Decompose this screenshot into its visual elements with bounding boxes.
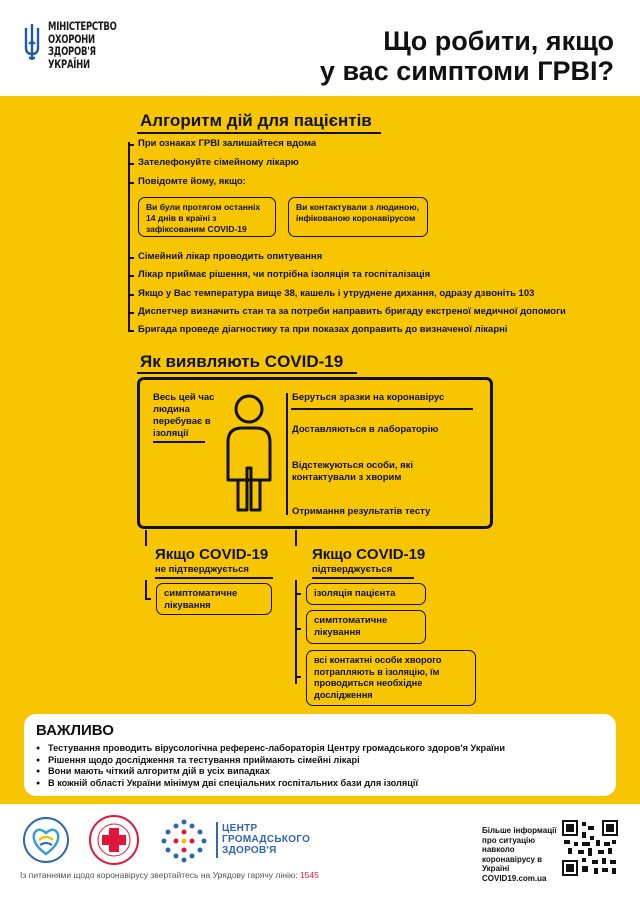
hotline-line [20, 870, 319, 880]
ministry-line: ЗДОРОВ'Я [48, 44, 96, 58]
condition-box: Ви контактували з людиною, інфікованою коронавірусом [288, 197, 428, 237]
step-item: Якщо у Вас температура вище 38, кашель і утруднене дихання, одразу дзвоніть 103 [138, 288, 535, 299]
title-line-2: у вас симптоми ГРВІ? [319, 56, 614, 86]
timeline-tick [295, 593, 301, 595]
important-item: ● В кожній області України мінімум дві спеціальних госпітальних бази для ізоляції [36, 778, 604, 790]
more-info-text: Більше інформації про ситуацію навколо коронавірусу в Україні COVID19.com.ua [482, 826, 557, 883]
detection-timeline-line [286, 393, 288, 515]
header [0, 0, 640, 96]
step-item: Сімейний лікар проводить опитування [138, 251, 323, 262]
heading-underline [137, 372, 357, 374]
detection-step: Доставляються в лабораторію [292, 424, 439, 435]
timeline-tick [128, 312, 134, 314]
ministry-line: УКРАЇНИ [48, 56, 90, 71]
hotline-number: 1545 [299, 870, 319, 880]
step-item: Бригада проведе діагностику та при показах доправить до визначеної лікарні [138, 324, 508, 335]
not-confirmed-subtitle: не підтверджується [155, 564, 249, 575]
important-item: ● Вони мають чіткий алгоритм дій в усіх випадках [36, 766, 604, 778]
important-list [36, 743, 604, 789]
ministry-line: МІНІСТЕРСТВО [48, 19, 117, 33]
page-title [320, 26, 614, 86]
timeline-tick [128, 330, 134, 332]
step-item: Лікар приймає рішення, чи потрібна ізоляція та госпіталізація [138, 269, 431, 280]
cgz-line: ЦЕНТР [222, 823, 258, 834]
timeline-tick [145, 598, 151, 600]
ministry-logo-text [48, 20, 117, 70]
timeline-tick [128, 294, 134, 296]
health-org-logo-icon [22, 816, 70, 864]
branch-line-left [145, 530, 147, 546]
confirmed-item: симптоматичне лікування [306, 610, 426, 644]
confirmed-item: всі контактні особи хворого потрапляють в ізоляцію, їм проводиться необхідне дослідження [306, 650, 476, 706]
confirmed-subtitle: підтверджується [312, 564, 393, 575]
trident-icon [24, 22, 40, 62]
important-item: ● Рішення щодо дослідження та тестування приймають сімейні лікарі [36, 755, 604, 767]
algorithm-heading: Алгоритм дій для пацієнтів [140, 111, 372, 130]
timeline-tick [295, 628, 301, 630]
detection-step: Отримання результатів тесту [292, 506, 431, 517]
isolation-note: Весь цей час людина перебуває в ізоляції [153, 392, 215, 439]
detection-heading: Як виявляють COVID-19 [140, 352, 344, 371]
person-icon [218, 392, 280, 516]
subtitle-underline [155, 577, 273, 579]
red-cross-logo-icon [88, 814, 140, 866]
title-line-1: Що робити, якщо [383, 26, 614, 56]
step-item: Диспетчер визначить стан та за потреби направить бригаду екстреної медичної допомоги [138, 306, 566, 317]
branch-timeline-right [295, 580, 297, 684]
qr-code-icon [562, 820, 618, 876]
detection-step: Беруться зразки на коронавірус [292, 392, 445, 403]
timeline-tick [128, 182, 134, 184]
public-health-center-name [222, 823, 310, 856]
subtitle-underline [312, 577, 414, 579]
detection-step: Відстежуються особи, які контактували з хворим [292, 460, 414, 483]
step-item: Повідомте йому, якщо: [138, 176, 246, 187]
branch-line-right [295, 530, 297, 546]
important-item: ● Тестування проводить вірусологічна референс-лабораторія Центру громадського здоров'я України [36, 743, 604, 755]
not-confirmed-title: Якщо COVID-19 [155, 546, 269, 563]
important-title: ВАЖЛИВО [36, 722, 114, 739]
public-health-center-logo-icon [156, 818, 212, 864]
logo-divider [216, 822, 218, 858]
timeline-tick [128, 257, 134, 259]
heading-underline [137, 132, 381, 134]
timeline-tick [128, 144, 134, 146]
timeline-tick [128, 163, 134, 165]
ministry-line: ОХОРОНИ [48, 31, 95, 46]
step-underline [291, 408, 473, 410]
cgz-line: ЗДОРОВ'Я [222, 845, 277, 856]
timeline-line [128, 142, 130, 332]
important-box [24, 714, 616, 796]
condition-box: Ви були протягом останніх 14 днів в країні з зафіксованим COVID-19 [138, 197, 276, 237]
timeline-tick [295, 676, 301, 678]
branch-timeline-left [145, 580, 147, 600]
not-confirmed-item: симптоматичне лікування [156, 583, 272, 615]
hotline-text: Із питаннями щодо коронавірусу звертайтесь на Урядову гарячу лінію: [20, 870, 298, 880]
confirmed-title: Якщо COVID-19 [312, 546, 426, 563]
step-item: При ознаках ГРВІ залишайтеся вдома [138, 138, 317, 149]
cgz-line: ГРОМАДСЬКОГО [222, 834, 311, 845]
confirmed-item: ізоляція пацієнта [306, 583, 426, 605]
timeline-tick [128, 275, 134, 277]
step-item: Зателефонуйте сімейному лікарю [138, 157, 299, 168]
isolation-underline [153, 441, 205, 443]
